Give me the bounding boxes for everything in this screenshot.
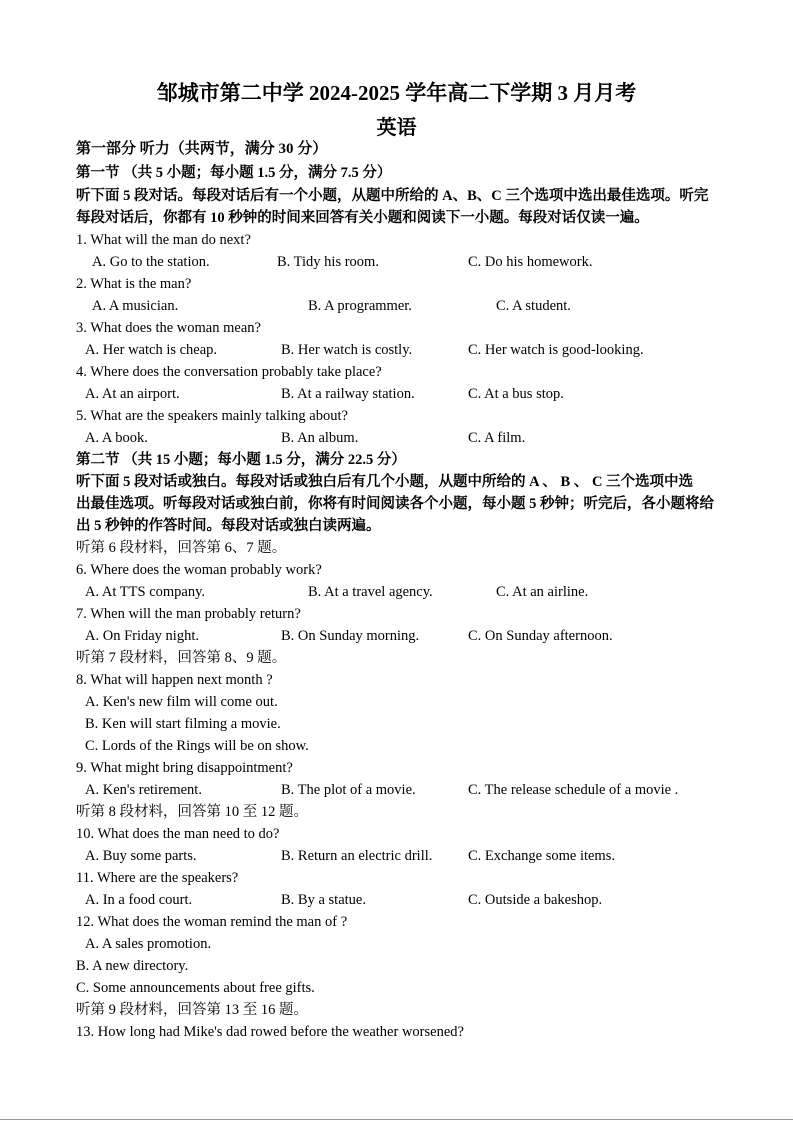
question-stem: 1. What will the man do next?	[76, 232, 251, 248]
option-c: C. Her watch is good-looking.	[468, 342, 644, 358]
question-stem: 13. How long had Mike's dad rowed before the weather worsened?	[76, 1024, 464, 1040]
option-b: B. A new directory.	[76, 958, 189, 974]
part1-heading: 第一部分 听力（共两节，满分 30 分）	[76, 141, 328, 157]
option-c: C. On Sunday afternoon.	[468, 628, 613, 644]
option-a: A. Ken's retirement.	[85, 782, 202, 798]
option-c: C. Lords of the Rings will be on show.	[85, 738, 309, 754]
option-c: C. Outside a bakeshop.	[468, 892, 603, 908]
option-a: A. In a food court.	[85, 892, 193, 908]
question-stem: 10. What does the man need to do?	[76, 826, 280, 842]
option-a: A. A book.	[85, 430, 148, 446]
question-stem: 4. Where does the conversation probably take place?	[76, 364, 382, 380]
option-a: A. Ken's new film will come out.	[85, 694, 278, 710]
material-note: 听第 8 段材料，回答第 10 至 12 题。	[76, 804, 308, 820]
question-stem: 7. When will the man probably return?	[76, 606, 301, 622]
material-note: 听第 6 段材料，回答第 6、7 题。	[76, 540, 287, 556]
section1-instruction: 听下面 5 段对话。每段对话后有一个小题，从题中所给的 A、B、C 三个选项中选出最佳选项。听完	[76, 188, 709, 204]
question-stem: 9. What might bring disappointment?	[76, 760, 293, 776]
question-stem: 11. Where are the speakers?	[76, 870, 239, 886]
option-c: C. Do his homework.	[468, 254, 593, 270]
option-c: C. At a bus stop.	[468, 386, 564, 402]
option-c: C. A film.	[468, 430, 526, 446]
option-a: A. At TTS company.	[85, 584, 206, 600]
option-c: C. At an airline.	[496, 584, 589, 600]
option-c: C. The release schedule of a movie .	[468, 782, 679, 798]
page-bottom-rule	[0, 1119, 793, 1120]
option-c: C. Some announcements about free gifts.	[76, 980, 315, 996]
section2-instruction: 听下面 5 段对话或独白。每段对话或独白后有几个小题，从题中所给的 A 、 B 、 C 三个选项中选	[76, 474, 694, 490]
section2-heading: 第二节 （共 15 小题；每小题 1.5 分，满分 22.5 分）	[76, 452, 406, 468]
question-stem: 6. Where does the woman probably work?	[76, 562, 322, 578]
section2-instruction: 出 5 秒钟的作答时间。每段对话或独白读两遍。	[76, 518, 381, 534]
option-a: A. A sales promotion.	[85, 936, 212, 952]
option-b: B. At a travel agency.	[308, 584, 433, 600]
section2-instruction: 出最佳选项。听每段对话或独白前，你将有时间阅读各个小题，每小题 5 秒钟；听完后，各小题将给	[76, 496, 714, 512]
exam-title: 邹城市第二中学 2024-2025 学年高二下学期 3 月月考	[156, 81, 637, 105]
option-b: B. The plot of a movie.	[281, 782, 416, 798]
section1-heading: 第一节 （共 5 小题；每小题 1.5 分，满分 7.5 分）	[76, 165, 392, 181]
option-c: C. Exchange some items.	[468, 848, 615, 864]
option-b: B. Her watch is costly.	[281, 342, 413, 358]
option-b: B. A programmer.	[308, 298, 412, 314]
option-b: B. By a statue.	[281, 892, 366, 908]
material-note: 听第 9 段材料，回答第 13 至 16 题。	[76, 1002, 308, 1018]
option-b: B. An album.	[281, 430, 359, 446]
option-b: B. At a railway station.	[281, 386, 415, 402]
option-a: A. On Friday night.	[85, 628, 199, 644]
material-note: 听第 7 段材料，回答第 8、9 题。	[76, 650, 287, 666]
question-stem: 12. What does the woman remind the man of ?	[76, 914, 348, 930]
question-stem: 3. What does the woman mean?	[76, 320, 261, 336]
question-stem: 2. What is the man?	[76, 276, 192, 292]
option-a: A. Her watch is cheap.	[85, 342, 218, 358]
option-a: A. At an airport.	[85, 386, 180, 402]
section1-instruction: 每段对话后，你都有 10 秒钟的时间来回答有关小题和阅读下一小题。每段对话仅读一遍。	[76, 210, 649, 226]
option-a: A. Go to the station.	[92, 254, 210, 270]
option-b: B. Return an electric drill.	[281, 848, 433, 864]
question-stem: 8. What will happen next month ?	[76, 672, 273, 688]
question-stem: 5. What are the speakers mainly talking about?	[76, 408, 348, 424]
option-b: B. Ken will start filming a movie.	[85, 716, 281, 732]
exam-subject: 英语	[376, 117, 417, 139]
option-a: A. A musician.	[92, 298, 179, 314]
option-c: C. A student.	[496, 298, 571, 314]
option-b: B. On Sunday morning.	[281, 628, 420, 644]
option-b: B. Tidy his room.	[277, 254, 379, 270]
option-a: A. Buy some parts.	[85, 848, 197, 864]
